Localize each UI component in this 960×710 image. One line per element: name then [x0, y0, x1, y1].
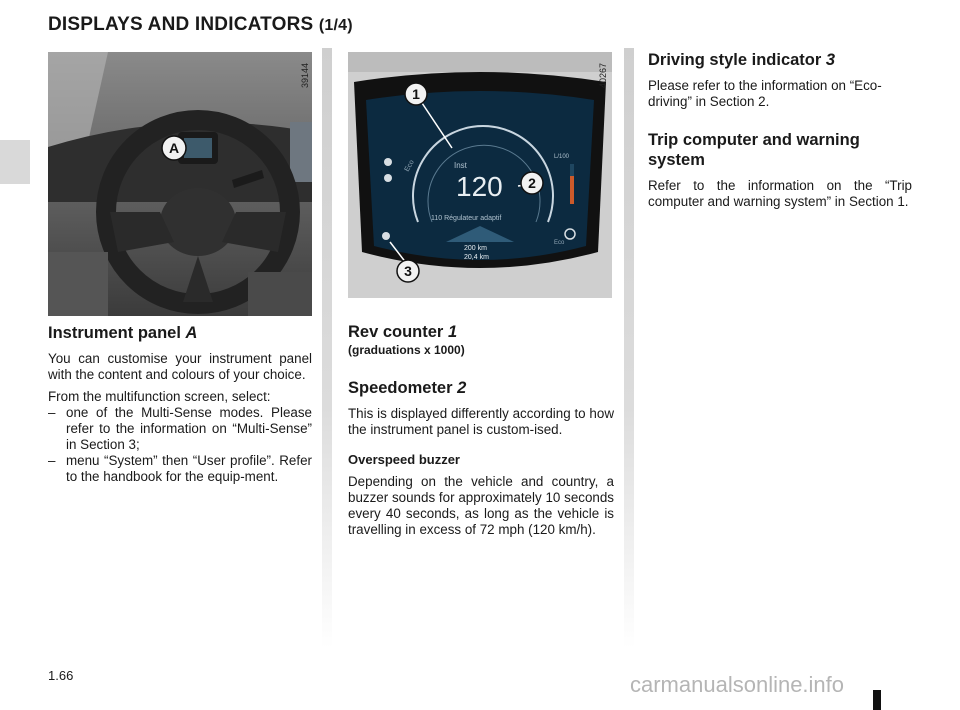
driving-style-heading: Driving style indicator 3	[648, 51, 836, 69]
column-divider	[322, 48, 332, 648]
page-title	[48, 14, 353, 36]
page-title-suffix: (1/4)	[318, 17, 353, 34]
dash-range-2: 20,4 km	[464, 254, 489, 261]
corner-mark	[873, 690, 881, 710]
callout-3: 3	[404, 263, 412, 279]
instrument-panel-heading: Instrument panel A	[48, 324, 198, 342]
dash-rpm-label: L/100	[554, 154, 570, 160]
instrument-panel-list	[48, 405, 312, 485]
photo-ref-left: 39144	[300, 62, 310, 88]
dash-inst: Inst	[454, 161, 467, 170]
callout-2: 2	[528, 175, 536, 191]
overspeed-buzzer-heading: Overspeed buzzer	[348, 452, 460, 467]
driving-style-text: Please refer to the information on “Eco-driving” in Section 2.	[648, 78, 882, 109]
trip-computer-text: Refer to the information on the “Trip computer and warning system” in Section 1.	[648, 178, 912, 209]
dash-range-1: 200 km	[464, 245, 487, 252]
photo-label-a: A	[168, 140, 180, 156]
instrument-panel-section	[48, 323, 312, 485]
dash-speed: 120	[456, 171, 503, 202]
column-divider	[624, 48, 634, 648]
trip-computer-heading: Trip computer and warning system	[648, 131, 860, 169]
dash-eco: Eco	[403, 159, 416, 173]
instrument-panel-intro: You can customise your instrument panel with the content and colours of your choice.	[48, 351, 312, 382]
page-title-text: DISPLAYS AND INDICATORS	[48, 14, 314, 35]
photo-ref-middle: 40267	[598, 62, 608, 88]
watermark: carmanualsonline.info	[630, 672, 845, 697]
instrument-cluster-photo	[348, 52, 612, 298]
callout-1: 1	[412, 86, 420, 102]
list-item: – menu “System” then “User profile”. Refer to the handbook for the equip-ment.	[48, 453, 312, 484]
dash-eco-2: Eco	[554, 240, 565, 246]
instrument-panel-lead: From the multifunction screen, select:	[48, 389, 271, 404]
rev-speed-section	[348, 322, 614, 544]
right-column-section	[648, 50, 912, 216]
dash-regulator: 110 Régulateur adaptif	[431, 215, 502, 222]
rev-counter-heading: Rev counter 1	[348, 323, 458, 341]
list-item: – one of the Multi-Sense modes. Please refer to the information on “Multi-Sense” in Section 3;	[48, 405, 312, 452]
rev-counter-note: (graduations x 1000)	[348, 343, 465, 357]
speedometer-text: This is displayed differently according to how the instrument panel is custom-ised.	[348, 406, 614, 437]
overspeed-buzzer-text: Depending on the vehicle and country, a buzzer sounds for approximately 10 seconds every 40 seconds, as long as the vehicle is travelling in excess of 72 mph (120 km/h).	[348, 474, 614, 537]
page-number: 1.66	[48, 668, 74, 683]
section-tab	[0, 140, 30, 184]
steering-wheel-photo	[48, 52, 312, 316]
speedometer-heading: Speedometer 2	[348, 379, 467, 397]
